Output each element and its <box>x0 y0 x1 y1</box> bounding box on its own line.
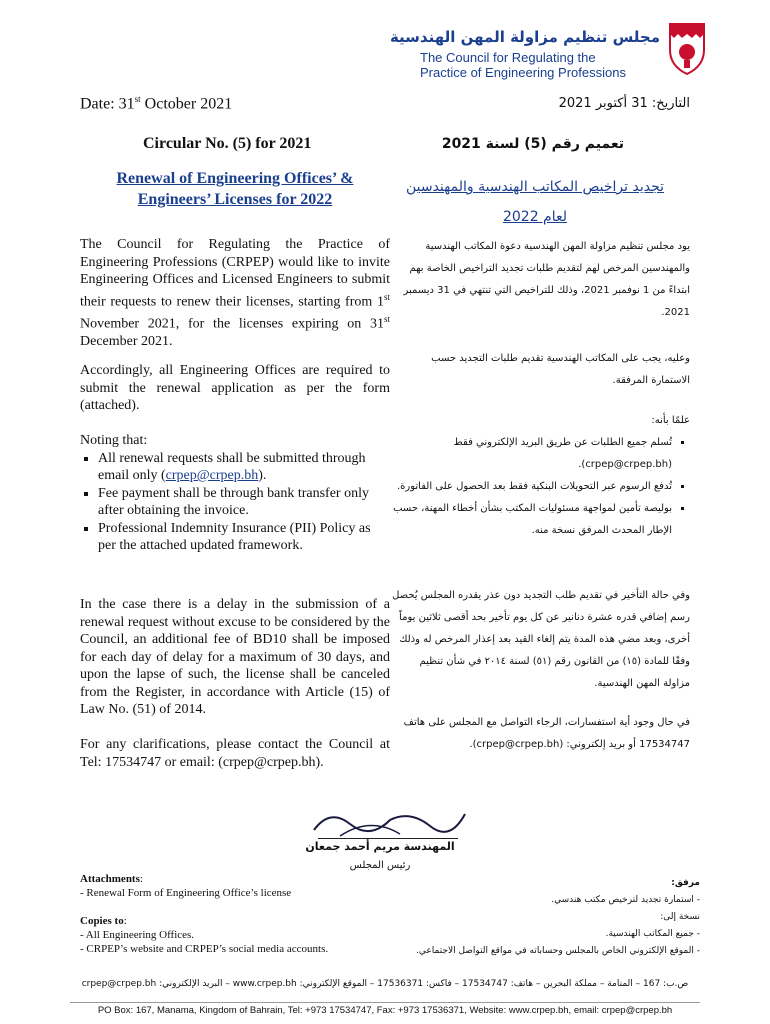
noting-arabic <box>390 410 690 542</box>
copy-item: - All Engineering Offices. <box>80 929 195 941</box>
email-link[interactable]: crpep@crpep.bh <box>165 468 259 483</box>
list-item: ▪ تُسلم جميع الطلبات عن طريق البريد الإلكتروني فقط (crpep@crpep.bh). <box>390 432 672 476</box>
attachments-heading: Attachments <box>80 873 140 885</box>
list-item: ▪ All renewal requests shall be submitted through email only (crpep@crpep.bh). <box>98 450 390 485</box>
noting-heading-arabic: علمًا بأنه: <box>651 415 690 426</box>
list-item: ▪ بوليصة تأمين لمواجهة مسئوليات المكتب بشأن أخطاء المهنة، حسب الإطار المحدث المرفق نسخة منه. <box>390 498 672 542</box>
accordingly-english: Accordingly, all Engineering Offices are required to submit the renewal application as per the form (attached). <box>80 363 390 413</box>
signatory-role: رئيس المجلس <box>349 860 411 871</box>
delay-arabic: وفي حالة التأخير في تقديم طلب التجديد دون عذر يقدره المجلس يُحصل رسم إضافي قدره عشرة دنانير عن كل يوم تأخير بحد أقصى ثلاثين يوماً أخرى، وبعد مضي هذه المدة يتم إلغاء القيد بعد إعذار المرخص له وذلك وفقًا للمادة (١٥) من القانون رقم (٥١) لسنة ٢٠١٤ في شأن تنظيم مزاولة المهن الهندسية. <box>392 590 690 689</box>
noting-english <box>80 432 390 555</box>
title-line1: Renewal of Engineering Offices’ & <box>116 170 354 187</box>
title-english <box>80 168 390 210</box>
attachments-heading-arabic: مرفق: <box>671 878 700 888</box>
title-ar-line1: تجديد تراخيص المكاتب الهندسية والمهندسين <box>405 179 665 195</box>
org-name-line2: Practice of Engineering Professions <box>420 65 626 80</box>
footer-divider <box>70 1002 700 1003</box>
circular-number-arabic: تعميم رقم (5) لسنة 2021 <box>441 136 624 152</box>
list-item: ▪ Fee payment shall be through bank transfer only after obtaining the invoice. <box>98 485 390 520</box>
noting-heading: Noting that: <box>80 433 148 448</box>
org-name-arabic: مجلس تنظيم مزاولة المهن الهندسية <box>389 28 660 46</box>
delay-english: In the case there is a delay in the submission of a renewal request without excuse to be considered by the Council, an additional fee of BD10 shall be imposed for each day of delay for a maximum of 30 days, and upon the lapse of such, the license shall be canceled from the Register, in accordance with Article (15) of Law No. (51) of 2014. <box>80 597 390 717</box>
copies-heading: Copies to <box>80 915 124 927</box>
org-name-line1: The Council for Regulating the <box>420 50 596 65</box>
contact-english: For any clarifications, please contact the Council at Tel: 17534747 or email: (crpep@crpep.bh). <box>80 737 390 770</box>
attachments-arabic <box>416 875 700 960</box>
circular-number-english: Circular No. (5) for 2021 <box>143 135 312 152</box>
copies-heading-arabic: نسخة إلى: <box>660 912 700 922</box>
copy-item: - CRPEP’s website and CRPEP’s social media accounts. <box>80 943 329 955</box>
signature-line <box>318 838 458 839</box>
intro-arabic: يود مجلس تنظيم مزاولة المهن الهندسية دعوة المكاتب الهندسية والمهندسين المرخص لهم لتقديم طلبات تجديد التراخيص الخاصة بهم ابتداءً من 1 نوفمبر 2021، وذلك للتراخيص التي تنتهي في 31 ديسمبر 2021. <box>403 241 690 318</box>
contact-arabic: في حال وجود أية استفسارات، الرجاء التواصل مع المجلس على هاتف 17534747 أو بريد إلكتروني: (crpep@crpep.bh). <box>403 717 690 750</box>
date-english: Date: 31st October 2021 <box>80 94 233 113</box>
title-line2: Engineers’ Licenses for 2022 <box>137 191 333 208</box>
crpep-logo-icon <box>666 20 708 76</box>
accordingly-arabic: وعليه، يجب على المكاتب الهندسية تقديم طلبات التجديد حسب الاستمارة المرفقة. <box>431 353 690 386</box>
date-arabic: التاريخ: 31 أكتوبر 2021 <box>558 96 690 111</box>
list-item: ▪ Professional Indemnity Insurance (PII) Policy as per the attached updated framework. <box>98 520 390 555</box>
attachment-item-arabic: - استمارة تجديد لترخيص مكتب هندسي. <box>551 895 700 905</box>
attachments-english: Attachments: - Renewal Form of Engineering Office’s license Copies to: - All Engineering Offices. - CRPEP’s website and CRPEP’s social media accounts. <box>80 873 329 955</box>
intro-english: The Council for Regulating the Practice of Engineering Professions (CRPEP) would like to invite Engineering Offices and Licensed Engineers to submit their requests to renew their licenses, starting from 1st November 2021, for the licenses expiring on 31st December 2021. <box>80 237 390 349</box>
copy-item-arabic: - جميع المكاتب الهندسية. <box>605 929 700 939</box>
footer-english: PO Box: 167, Manama, Kingdom of Bahrain, Tel: +973 17534747, Fax: +973 17536371, Website: www.crpep.bh, email: crpep@crpep.bh <box>97 1005 673 1016</box>
signatory-name: المهندسة مريم أحمد جمعان <box>305 840 455 853</box>
org-name-english <box>420 50 660 80</box>
title-ar-line2: لعام 2022 <box>502 209 568 225</box>
footer-arabic: ص.ب: 167 – المنامة – مملكة البحرين – هاتف: 17534747 – فاكس: 17536371 – الموقع الإلكتروني: www.crpep.bh – البريد الإلكتروني: crpep@crpep.bh <box>81 979 689 989</box>
title-arabic <box>380 172 690 232</box>
list-item: ▪ تُدفع الرسوم عبر التحويلات البنكية فقط بعد الحصول على الفاتورة. <box>390 476 672 498</box>
attachment-item: - Renewal Form of Engineering Office’s license <box>80 887 292 899</box>
copy-item-arabic: - الموقع الإلكتروني الخاص بالمجلس وحساباته في مواقع التواصل الاجتماعي. <box>416 946 700 956</box>
